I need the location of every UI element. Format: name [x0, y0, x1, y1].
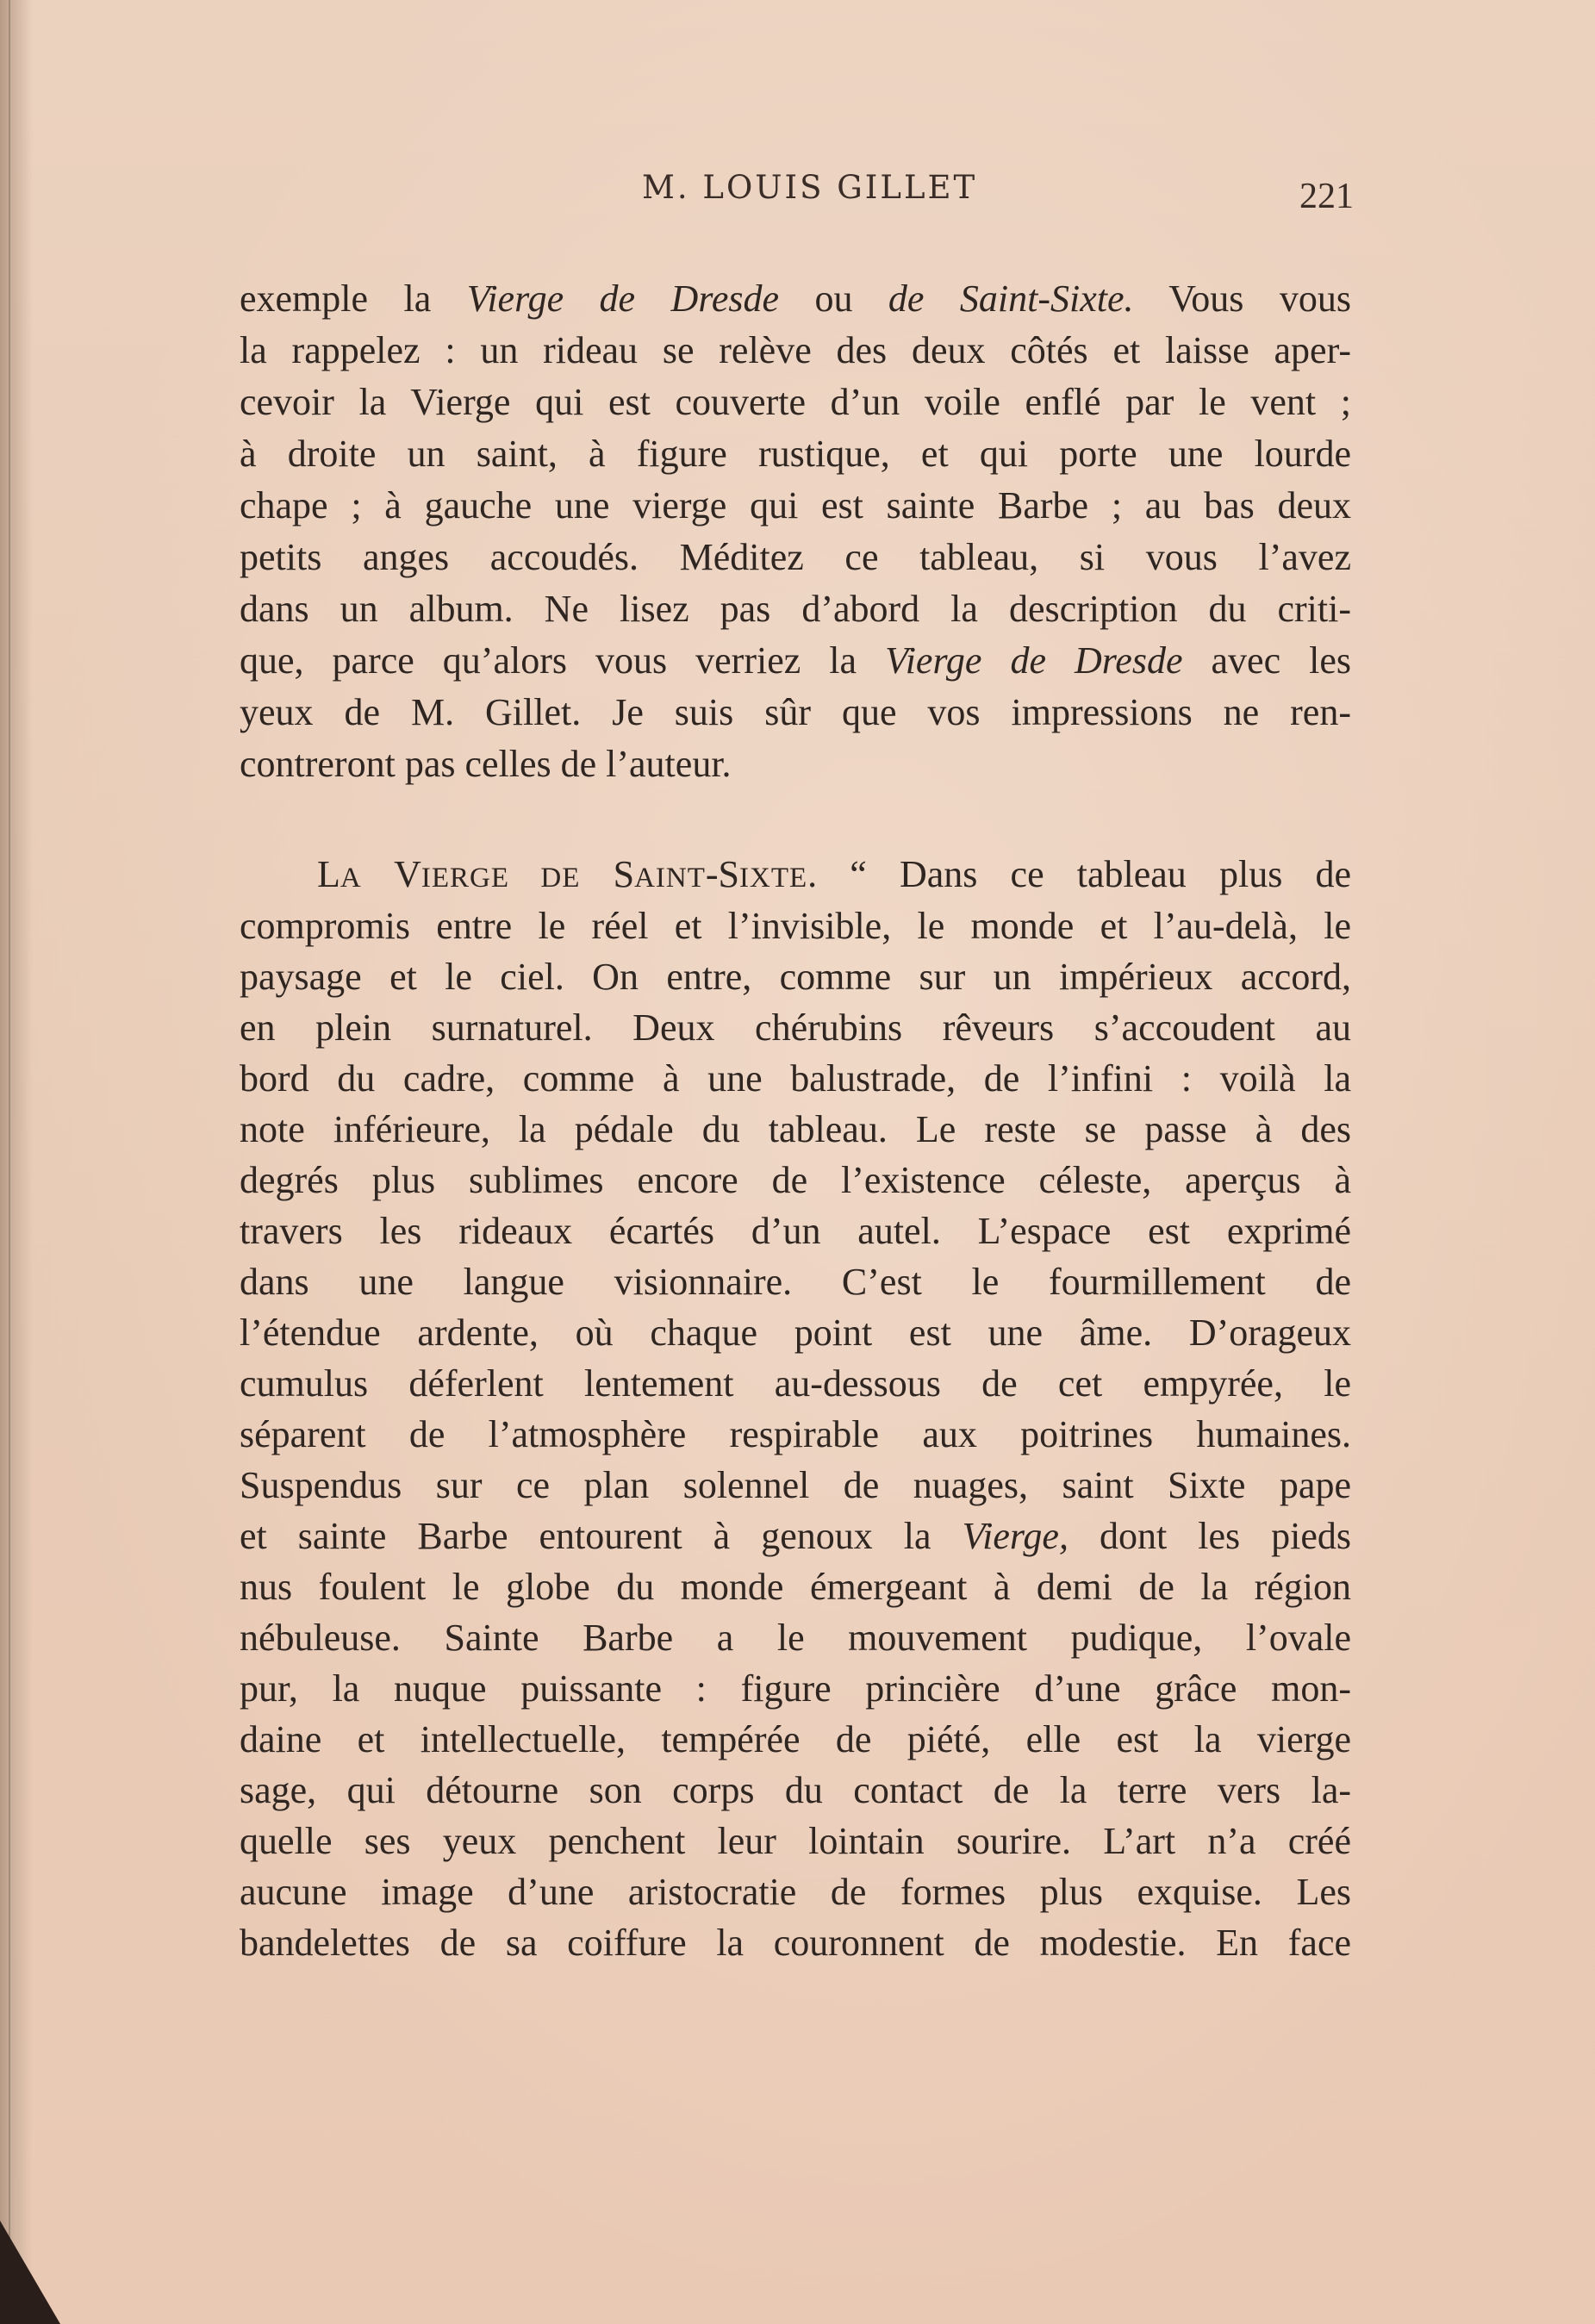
binding-line — [9, 0, 10, 2324]
text-run: séparent de l’atmosphère respirable aux poitrines humaines. — [240, 1413, 1351, 1455]
text-run: ou — [779, 277, 888, 320]
text-run: contreront pas celles de l’auteur. — [240, 743, 732, 785]
text-line — [240, 484, 1351, 527]
text-line — [240, 1566, 1351, 1609]
section-heading-line — [317, 853, 1351, 900]
text-run: cevoir la Vierge qui est couverte d’un voile enflé par le vent ; — [240, 381, 1351, 423]
text-run: cumulus déferlent lentement au-dessous de cet empyrée, le — [240, 1362, 1351, 1405]
italic-title: Vierge de Dresde — [885, 639, 1183, 682]
text-run: nus foulent le globe du monde émergeant à demi de la région — [240, 1566, 1351, 1608]
corner-shadow — [0, 2221, 60, 2324]
text-run: Suspendus sur ce plan solennel de nuages, saint Sixte pape — [240, 1464, 1351, 1506]
section-heading-continuation: “ Dans ce tableau plus de — [817, 853, 1351, 895]
text-line — [240, 433, 1351, 476]
text-line — [240, 1261, 1351, 1304]
text-line — [240, 1057, 1351, 1100]
text-run: petits anges accoudés. Méditez ce tableau, si vous l’avez — [240, 536, 1351, 578]
text-line — [240, 1718, 1351, 1761]
text-run: nébuleuse. Sainte Barbe a le mouvement pudique, l’ovale — [240, 1617, 1351, 1659]
text-run: à droite un saint, à figure rustique, et qui porte une lourde — [240, 433, 1351, 475]
text-line — [240, 1515, 1351, 1558]
text-run: aucune image d’une aristocratie de formes plus exquise. Les — [240, 1871, 1351, 1913]
text-line — [240, 1871, 1351, 1914]
text-run: travers les rideaux écartés d’un autel. L’espace est exprimé — [240, 1210, 1351, 1252]
text-line — [240, 588, 1351, 631]
text-run: chape ; à gauche une vierge qui est sainte Barbe ; au bas deux — [240, 484, 1351, 526]
text-run: que, parce qu’alors vous verriez la — [240, 639, 886, 682]
section-heading: LA VIERGE DE SAINT-SIXTE. — [317, 853, 818, 895]
italic-title: Vierge, — [962, 1515, 1069, 1557]
text-run: pur, la nuque puissante : figure princière d’une grâce mon- — [240, 1667, 1351, 1710]
text-run: avec les — [1182, 639, 1351, 682]
text-run: sage, qui détourne son corps du contact de la terre vers la- — [240, 1769, 1351, 1811]
text-line — [240, 691, 1351, 734]
text-run: dans un album. Ne lisez pas d’abord la description du criti- — [240, 588, 1351, 630]
text-line — [240, 1312, 1351, 1355]
text-line — [240, 1210, 1351, 1253]
page-binding-edge — [0, 0, 33, 2324]
text-line — [240, 1159, 1351, 1202]
text-line — [240, 956, 1351, 999]
italic-title: Vierge de Dresde — [466, 277, 779, 320]
text-line — [240, 1820, 1351, 1863]
italic-title: de Saint-Sixte. — [888, 277, 1134, 320]
text-line — [240, 1464, 1351, 1507]
text-run: la rappelez : un rideau se relève des deux côtés et laisse aper- — [240, 329, 1351, 371]
text-run: Vous vous — [1133, 277, 1352, 320]
text-run: degrés plus sublimes encore de l’existence céleste, aperçus à — [240, 1159, 1351, 1201]
text-run: et sainte Barbe entourent à genoux la — [240, 1515, 963, 1557]
text-line — [240, 1362, 1351, 1405]
text-run: note inférieure, la pédale du tableau. Le reste se passe à des — [240, 1108, 1351, 1150]
text-line — [240, 1667, 1351, 1710]
text-run: compromis entre le réel et l’invisible, le monde et l’au-delà, le — [240, 905, 1351, 947]
text-run: en plein surnaturel. Deux chérubins rêveurs s’accoudent au — [240, 1006, 1351, 1049]
text-run: quelle ses yeux penchent leur lointain sourire. L’art n’a créé — [240, 1820, 1351, 1862]
text-line — [240, 639, 1351, 682]
text-line — [240, 1922, 1351, 1965]
text-run: dans une langue visionnaire. C’est le fourmillement de — [240, 1261, 1351, 1303]
text-line — [240, 905, 1351, 948]
text-line — [240, 277, 1351, 321]
text-run: exemple la — [240, 277, 467, 320]
running-title: M. LOUIS GILLET — [642, 169, 978, 206]
text-line — [240, 743, 1351, 786]
text-line — [240, 381, 1351, 424]
text-run: paysage et le ciel. On entre, comme sur un impérieux accord, — [240, 956, 1351, 998]
text-run: bandelettes de sa coiffure la couronnent de modestie. En face — [240, 1922, 1351, 1964]
text-run: bord du cadre, comme à une balustrade, de l’infini : voilà la — [240, 1057, 1351, 1100]
text-line — [240, 1769, 1351, 1812]
text-line — [240, 1108, 1351, 1151]
text-line — [240, 536, 1351, 579]
text-line — [240, 1413, 1351, 1456]
text-line — [240, 1617, 1351, 1660]
text-run: yeux de M. Gillet. Je suis sûr que vos impressions ne ren- — [240, 691, 1351, 733]
text-run: dont les pieds — [1068, 1515, 1351, 1557]
text-run: daine et intellectuelle, tempérée de piété, elle est la vierge — [240, 1718, 1351, 1760]
text-line — [240, 329, 1351, 372]
text-line — [240, 1006, 1351, 1050]
page-number: 221 — [1299, 177, 1354, 216]
text-run: l’étendue ardente, où chaque point est une âme. D’orageux — [240, 1312, 1351, 1354]
